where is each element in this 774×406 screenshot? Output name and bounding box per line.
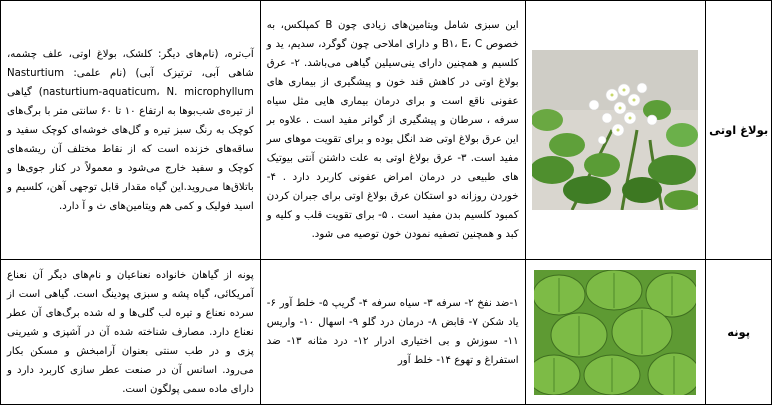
herb-image-cell (525, 1, 706, 260)
herb-name: بولاغ اوتی (709, 123, 769, 137)
herb-description: پونه از گیاهان خانواده نعناعیان و نام‌های دیگر آن نعناع آمریکائی، گیاه پشه و سبزی پودینگ است. گیاهی است از سرده نعناع و تیره لب گلی‌ها و له شده برگ‌های آن عطر نعناع دارد. مصارف شناخته شده آن در آشپزی و شیرینی‌ پزی و در طب سنتی بعنوان آرامبخش و مسکن بکار می‌رود. اسانس آن در صنعت عطر سازی کاربرد دارد و دارای ماده سمی پولگون است. (1, 260, 261, 405)
herb-name: پونه (727, 325, 751, 339)
table-row (1, 1, 772, 260)
herb-properties: این سبزی شامل ویتامین‌های زیادی چون B کمپلکس، به خصوص B۱، E، C و دارای املاحی چون گوگرد، سدیم، ید و کلسیم و همچنین دارای ینی‌سیلین گیاهی می‌باشد. ۲- عرق بولاغ اوتی در کاهش قند خون و پیشگیری از بیماری های عفونی ناقع است و برای درمان بیماری هایی مثل سیاه سرفه ، سرطان و پیشگیری از گواتر مفید است . علاوه بر این عرق بولاغ اوتی ضد انگل بوده و برای تقویت موهای سر مفید است. ۳- عرق بولاغ اوتی به علت داشتن آنتی بیوتیک های طبیعی در درمان امراض عفونی کاربرد دارد . ۴- خوردن روزانه دو استکان عرق بولاغ اوتی برای جبران کردن کمبود کلسیم بدن مفید است . ۵- برای تقویت قلب و کلیه و کبد و همچنین تصفیه نمودن خون توصیه می شود. (260, 1, 525, 260)
herb-properties: ۱-ضد نفخ ۲- سرفه ۳- سیاه سرفه ۴- گریپ ۵- خلط آور ۶-یاد شکن ۷- قابض ۸- درمان درد گلو ۹- اسهال ۱۰- واریس ۱۱- سوزش و بی اختیاری ادرار ۱۲- درد مثانه ۱۳- ضد استفراغ و تهوع ۱۴- خلط آور (260, 260, 525, 405)
herb-name-cell (706, 260, 772, 405)
mint-leaves-photo (534, 270, 696, 395)
herb-description: آب‌تره، (نام‌های دیگر: کلشک، بولاغ اوتی، علف چشمه، شاهی آبی، ترتیزک آبی) (نام علمی: Nasturtium (nasturtium-aquaticum، N. microphyllum گیاهی از تیره‌ی شب‌بوها به ارتفاع ۱۰ تا ۶۰ سانتی متر با برگ‌های کوچک به رنگ سبز تیره و گل‌های خوشه‌ای کوچک سفید و ساقه‌های خزنده است که از نقاط مختلف آن ریشه‌های کوچک و سفید خارج می‌شود و معمولاً در کنار جوی‌ها و باتلاق‌ها می‌روید.این گیاه مقدار قابل توجهی آهن، کلسیم و اسید فولیک و کمی هم ویتامین‌های ث و آ دارد. (1, 1, 261, 260)
table-row (1, 260, 772, 405)
watercress-photo (532, 50, 698, 210)
herb-image-cell (525, 260, 706, 405)
herb-name-cell (706, 1, 772, 260)
